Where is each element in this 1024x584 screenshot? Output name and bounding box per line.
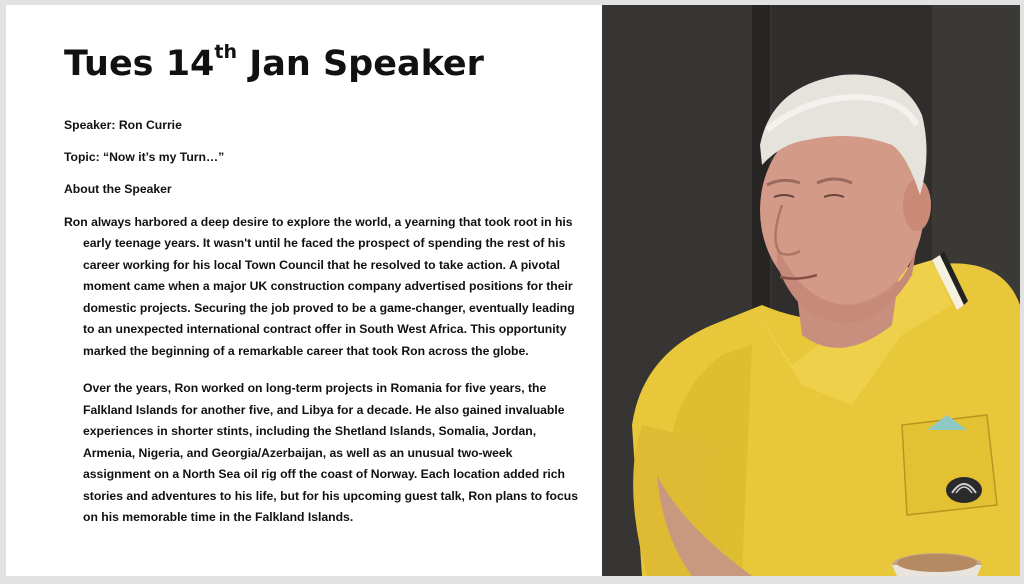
about-heading: About the Speaker [64,182,172,197]
bio-paragraph-2: Over the years, Ron worked on long-term projects in Romania for five years, the Falkland Islands for another five, and Libya for a decade. He also gained invaluable experiences in shorter stints, including the Shetland Islands, Somalia, Jordan, Armenia, Nigeria, and Georgia/Azerbaijan, as well as an unusual two-week assignment on a North Sea oil rig off the coast of Norway. Each location added rich stories and adventures to his life, but for his upcoming guest talk, Ron plans to focus on his memorable time in the Falkland Islands. [83,381,579,525]
title-main: Tues 14 [64,44,215,84]
bio-paragraph-1: Ron always harbored a deep desire to explore the world, a yearning that took root in his early teenage years. It wasn't until he faced the prospect of spending the rest of his career working for his local Town Council that he resolved to take action. A pivotal moment came when a major UK construction company advertised positions for their domestic projects. Securing the job proved to be a game-changer, eventually leading to an unexpected international contract offer in South West Africa. This opportunity marked the beginning of a remarkable career that took Ron across the globe. [64,214,575,358]
speaker-line: Speaker: Ron Currie [64,118,182,132]
slide [6,5,1020,576]
title-superscript: th [214,41,238,63]
slide-title [64,43,484,85]
title-rest: Jan Speaker [237,44,484,84]
speaker-photo [602,5,1020,576]
speaker-portrait-illustration [602,5,1020,576]
topic-line: Topic: “Now it’s my Turn…” [64,150,225,165]
slide-body [64,115,580,529]
